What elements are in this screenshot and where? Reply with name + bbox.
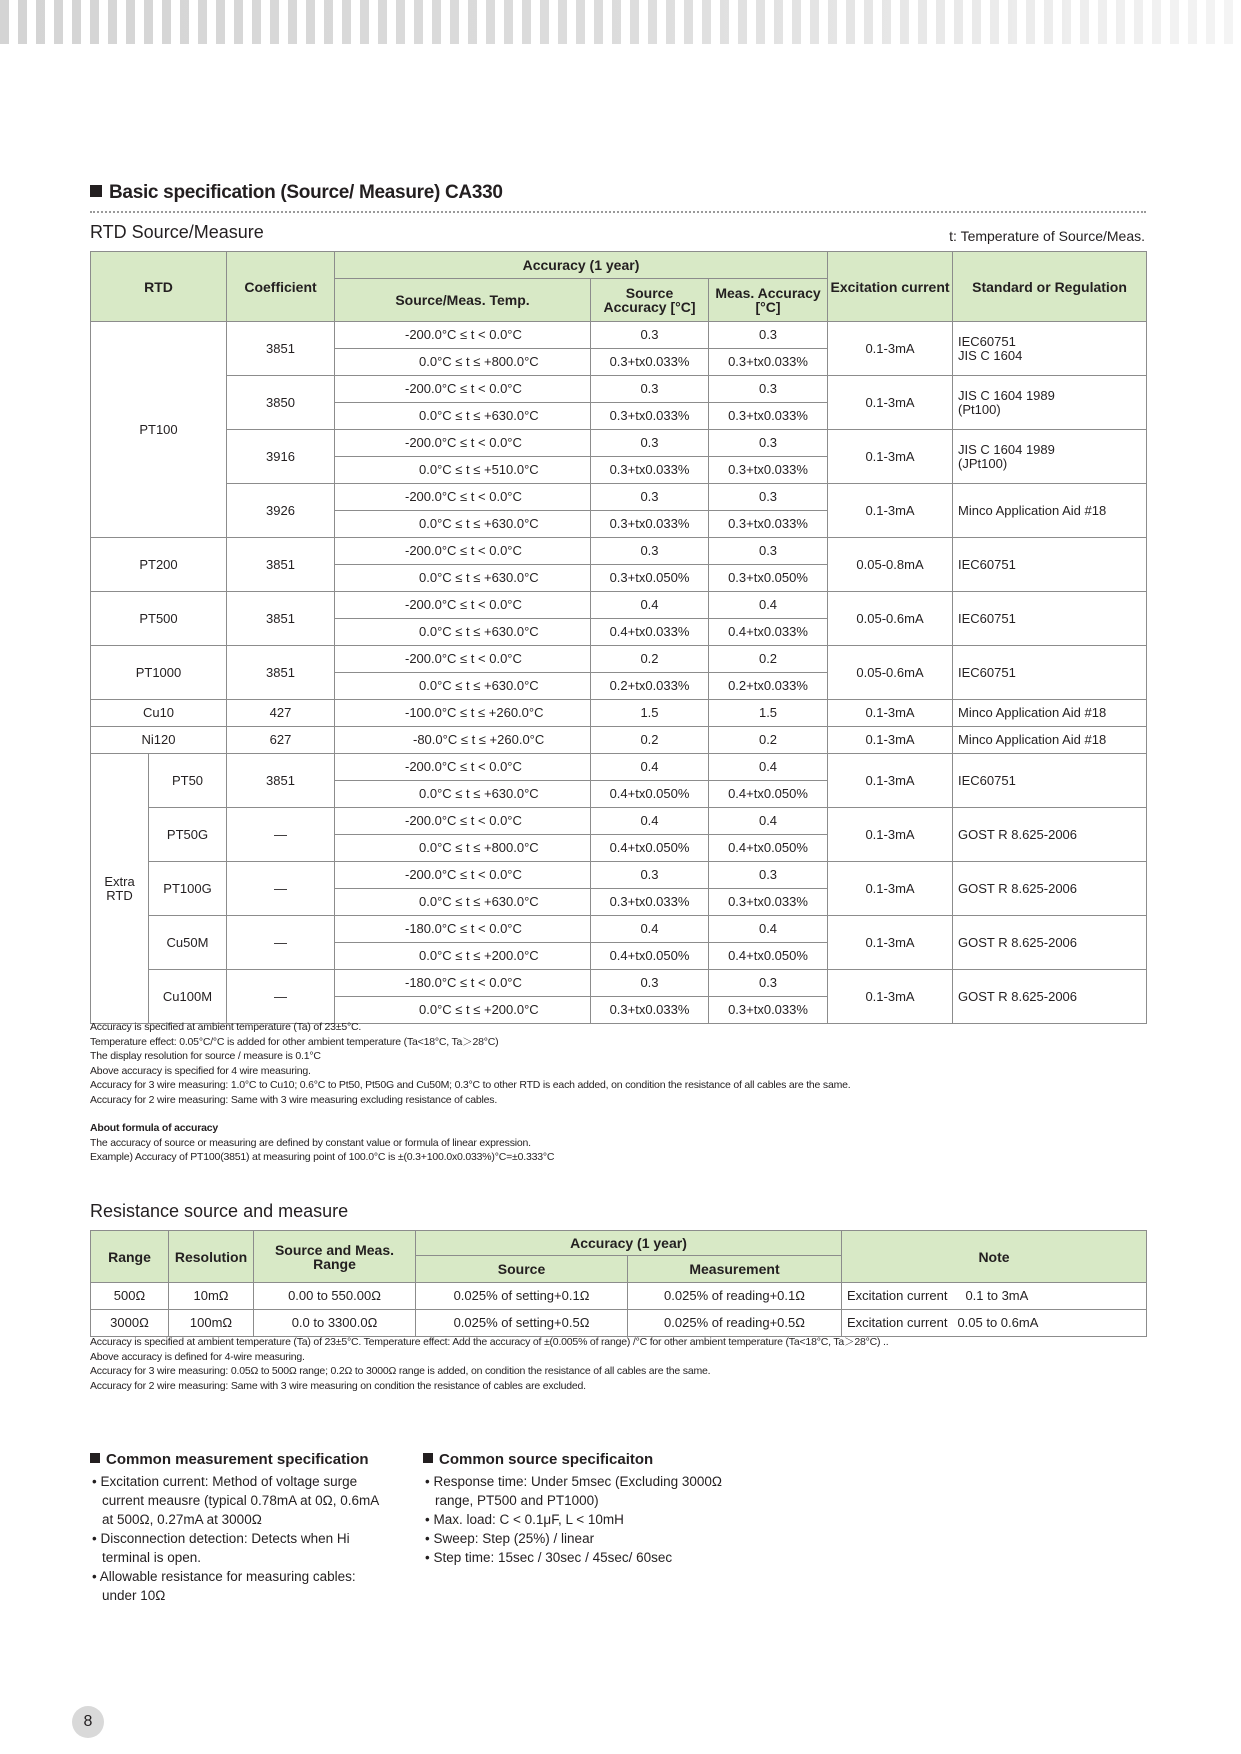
rtd-name-cell: Ni120 bbox=[91, 727, 227, 754]
table-row bbox=[91, 484, 1147, 511]
standard-cell bbox=[953, 484, 1147, 538]
resistance-title: Resistance source and measure bbox=[90, 1201, 349, 1221]
header-note: Note bbox=[842, 1231, 1147, 1283]
source-accuracy-cell: 0.4+tx0.050% bbox=[591, 835, 709, 862]
standard-cell bbox=[953, 862, 1147, 916]
meas-accuracy-cell: 0.4 bbox=[709, 916, 828, 943]
header-resolution: Resolution bbox=[169, 1231, 254, 1283]
standard-line: IEC60751 bbox=[958, 610, 1016, 626]
coefficient-cell: — bbox=[227, 916, 335, 970]
rtd-name-cell: Cu50M bbox=[149, 916, 227, 970]
standard-line: Minco Application Aid #18 bbox=[958, 732, 1107, 747]
source-accuracy-cell: 0.3 bbox=[591, 862, 709, 889]
source-accuracy-cell: 0.3+tx0.033% bbox=[591, 403, 709, 430]
list-item: • Excitation current: Method of voltage surge current meausre (typical 0.78mA at 0Ω, 0.6mA at 500Ω, 0.27mA at 3000Ω bbox=[92, 1474, 379, 1527]
table-row bbox=[91, 1310, 1147, 1337]
header-res-accuracy: Accuracy (1 year) bbox=[416, 1231, 842, 1256]
rtd-notes bbox=[90, 1020, 851, 1107]
source-accuracy-cell: 0.025% of setting+0.1Ω bbox=[416, 1283, 628, 1310]
temp-range-cell: -100.0°C ≤ t ≤ +260.0°C bbox=[335, 700, 591, 727]
meas-accuracy-cell: 0.3 bbox=[709, 376, 828, 403]
temp-range-cell: -200.0°C ≤ t < 0.0°C bbox=[335, 646, 591, 673]
source-range-cell: 0.00 to 550.00Ω bbox=[254, 1283, 416, 1310]
rtd-name-cell: PT100G bbox=[149, 862, 227, 916]
list-item: • Sweep: Step (25%) / linear bbox=[425, 1531, 595, 1546]
rtd-note: Above accuracy is specified for 4 wire measuring. bbox=[90, 1064, 311, 1077]
meas-accuracy-cell: 0.3+tx0.033% bbox=[709, 997, 828, 1024]
standard-cell bbox=[953, 700, 1147, 727]
temp-range-cell: 0.0°C ≤ t ≤ +630.0°C bbox=[335, 781, 591, 808]
rtd-name-cell: PT100 bbox=[91, 322, 227, 538]
source-accuracy-cell: 0.4 bbox=[591, 754, 709, 781]
temp-range-cell: 0.0°C ≤ t ≤ +510.0°C bbox=[335, 457, 591, 484]
standard-line: IEC60751 bbox=[958, 333, 1016, 349]
temp-range-cell: 0.0°C ≤ t ≤ +630.0°C bbox=[335, 565, 591, 592]
table-row bbox=[91, 592, 1147, 619]
temp-range-cell: 0.0°C ≤ t ≤ +630.0°C bbox=[335, 403, 591, 430]
temp-range-cell: -200.0°C ≤ t < 0.0°C bbox=[335, 808, 591, 835]
meas-accuracy-cell: 0.3+tx0.033% bbox=[709, 403, 828, 430]
source-accuracy-cell: 0.4 bbox=[591, 808, 709, 835]
meas-accuracy-cell: 0.4+tx0.050% bbox=[709, 835, 828, 862]
coefficient-cell: 3851 bbox=[227, 322, 335, 376]
rtd-name-cell: Cu100M bbox=[149, 970, 227, 1024]
header-temp: Source/Meas. Temp. bbox=[335, 279, 591, 322]
coefficient-cell: 427 bbox=[227, 700, 335, 727]
source-accuracy-cell: 0.3+tx0.033% bbox=[591, 457, 709, 484]
formula-note: The accuracy of source or measuring are defined by constant value or formula of linear expression. bbox=[90, 1136, 531, 1149]
square-bullet-icon bbox=[90, 1453, 100, 1463]
header-stripes bbox=[0, 0, 1241, 44]
standard-cell bbox=[953, 592, 1147, 646]
excitation-cell: 0.1-3mA bbox=[828, 430, 953, 484]
table-row bbox=[91, 808, 1147, 835]
coefficient-cell: 3916 bbox=[227, 430, 335, 484]
excitation-cell: 0.05-0.6mA bbox=[828, 646, 953, 700]
temp-range-cell: -180.0°C ≤ t < 0.0°C bbox=[335, 970, 591, 997]
temp-range-cell: 0.0°C ≤ t ≤ +800.0°C bbox=[335, 349, 591, 376]
header-standard: Standard or Regulation bbox=[953, 252, 1147, 322]
temp-range-cell: -200.0°C ≤ t < 0.0°C bbox=[335, 538, 591, 565]
resistance-spec-table bbox=[90, 1230, 1147, 1337]
meas-accuracy-cell: 0.2 bbox=[709, 646, 828, 673]
excitation-cell: 0.1-3mA bbox=[828, 727, 953, 754]
standard-cell bbox=[953, 970, 1147, 1024]
note-cell: Excitation current 0.05 to 0.6mA bbox=[842, 1310, 1147, 1337]
source-accuracy-cell: 0.3 bbox=[591, 970, 709, 997]
meas-accuracy-cell: 0.3+tx0.033% bbox=[709, 457, 828, 484]
coefficient-cell: 3926 bbox=[227, 484, 335, 538]
temp-range-cell: -200.0°C ≤ t < 0.0°C bbox=[335, 754, 591, 781]
rtd-spec-table bbox=[90, 251, 1147, 1024]
meas-accuracy-cell: 0.3 bbox=[709, 970, 828, 997]
temp-range-cell: 0.0°C ≤ t ≤ +630.0°C bbox=[335, 889, 591, 916]
rtd-name-cell: PT50 bbox=[149, 754, 227, 808]
header-rtd: RTD bbox=[91, 252, 227, 322]
list-item: • Response time: Under 5msec (Excluding 3000Ω range, PT500 and PT1000) bbox=[425, 1474, 722, 1508]
extra-rtd-label: Extra RTD bbox=[91, 754, 149, 1024]
resolution-cell: 10mΩ bbox=[169, 1283, 254, 1310]
temp-range-cell: 0.0°C ≤ t ≤ +200.0°C bbox=[335, 997, 591, 1024]
list-item: • Disconnection detection: Detects when Hi terminal is open. bbox=[92, 1531, 350, 1565]
source-accuracy-cell: 0.3+tx0.033% bbox=[591, 349, 709, 376]
excitation-cell: 0.1-3mA bbox=[828, 916, 953, 970]
resistance-note: Accuracy is specified at ambient temperature (Ta) of 23±5°C. Temperature effect: Add the accuracy of ±(0.005% of range) /°C for other ambient temperature (Ta<18°C, Ta＞28°C) .. bbox=[90, 1336, 889, 1348]
standard-line: IEC60751 bbox=[958, 772, 1016, 788]
rtd-note: The display resolution for source / measure is 0.1°C bbox=[90, 1050, 321, 1062]
table-row bbox=[91, 727, 1147, 754]
excitation-cell: 0.1-3mA bbox=[828, 970, 953, 1024]
rtd-name-cell: PT200 bbox=[91, 538, 227, 592]
meas-accuracy-cell: 0.4+tx0.050% bbox=[709, 943, 828, 970]
meas-accuracy-cell: 0.3 bbox=[709, 430, 828, 457]
source-accuracy-cell: 0.025% of setting+0.5Ω bbox=[416, 1310, 628, 1337]
standard-cell bbox=[953, 430, 1147, 484]
source-accuracy-cell: 0.3 bbox=[591, 322, 709, 349]
source-accuracy-cell: 0.3+tx0.050% bbox=[591, 565, 709, 592]
common-measurement-spec bbox=[90, 1450, 390, 1605]
source-accuracy-cell: 0.4+tx0.033% bbox=[591, 619, 709, 646]
header-measurement: Measurement bbox=[628, 1256, 842, 1283]
excitation-cell: 0.1-3mA bbox=[828, 754, 953, 808]
source-range-cell: 0.0 to 3300.0Ω bbox=[254, 1310, 416, 1337]
meas-accuracy-cell: 0.3+tx0.033% bbox=[709, 349, 828, 376]
table-row bbox=[91, 700, 1147, 727]
standard-line: GOST R 8.625-2006 bbox=[958, 988, 1078, 1004]
table-row bbox=[91, 376, 1147, 403]
common-source-spec bbox=[423, 1450, 743, 1567]
square-bullet-icon bbox=[423, 1453, 433, 1463]
list-item: • Step time: 15sec / 30sec / 45sec/ 60sec bbox=[425, 1550, 673, 1565]
meas-accuracy-cell: 0.3+tx0.033% bbox=[709, 511, 828, 538]
source-accuracy-cell: 0.3+tx0.033% bbox=[591, 889, 709, 916]
excitation-cell: 0.05-0.6mA bbox=[828, 592, 953, 646]
rtd-name-cell: Cu10 bbox=[91, 700, 227, 727]
excitation-cell: 0.1-3mA bbox=[828, 484, 953, 538]
standard-cell bbox=[953, 646, 1147, 700]
rtd-note: Temperature effect: 0.05°C/°C is added for other ambient temperature (Ta<18°C, Ta＞28°C) bbox=[90, 1035, 499, 1048]
standard-line: JIS C 1604 1989 bbox=[958, 441, 1055, 457]
standard-line: Minco Application Aid #18 bbox=[958, 705, 1107, 720]
table-row bbox=[91, 1283, 1147, 1310]
coefficient-cell: 627 bbox=[227, 727, 335, 754]
temp-range-cell: 0.0°C ≤ t ≤ +800.0°C bbox=[335, 835, 591, 862]
standard-cell bbox=[953, 754, 1147, 808]
excitation-cell: 0.1-3mA bbox=[828, 862, 953, 916]
rtd-note: Accuracy for 2 wire measuring: Same with 3 wire measuring excluding resistance of cables. bbox=[90, 1093, 498, 1106]
header-range: Range bbox=[91, 1231, 169, 1283]
standard-line: Minco Application Aid #18 bbox=[958, 502, 1107, 518]
standard-line: JIS C 1604 1989 bbox=[958, 387, 1055, 403]
standard-line: GOST R 8.625-2006 bbox=[958, 826, 1078, 842]
table-row bbox=[91, 970, 1147, 997]
temp-range-cell: -180.0°C ≤ t < 0.0°C bbox=[335, 916, 591, 943]
coefficient-cell: — bbox=[227, 808, 335, 862]
square-bullet-icon bbox=[90, 185, 102, 197]
standard-line: (JPt100) bbox=[958, 455, 1008, 471]
measurement-accuracy-cell: 0.025% of reading+0.1Ω bbox=[628, 1283, 842, 1310]
formula-note: Example) Accuracy of PT100(3851) at measuring point of 100.0°C is ±(0.3+100.0x0.033%)°C=±0.333°C bbox=[90, 1151, 555, 1163]
table-row bbox=[91, 430, 1147, 457]
standard-line: JIS C 1604 bbox=[958, 347, 1023, 363]
rtd-name-cell: PT500 bbox=[91, 592, 227, 646]
resistance-note: Accuracy for 3 wire measuring: 0.05Ω to 500Ω range; 0.2Ω to 3000Ω range is added, on condition the resistance of all cables are the same. bbox=[90, 1365, 711, 1377]
standard-line: GOST R 8.625-2006 bbox=[958, 934, 1078, 950]
temp-range-cell: 0.0°C ≤ t ≤ +630.0°C bbox=[335, 511, 591, 538]
range-cell: 500Ω bbox=[91, 1283, 169, 1310]
list-item: • Max. load: C < 0.1μF, L < 10mH bbox=[425, 1512, 624, 1527]
resistance-notes bbox=[90, 1335, 888, 1393]
standard-line: GOST R 8.625-2006 bbox=[958, 880, 1078, 896]
header-coefficient: Coefficient bbox=[227, 252, 335, 322]
temp-range-cell: 0.0°C ≤ t ≤ +630.0°C bbox=[335, 619, 591, 646]
header-meas-accuracy: Meas. Accuracy [°C] bbox=[709, 279, 828, 322]
standard-line: IEC60751 bbox=[958, 664, 1016, 680]
source-accuracy-cell: 0.4+tx0.050% bbox=[591, 781, 709, 808]
source-accuracy-cell: 0.2 bbox=[591, 646, 709, 673]
dotted-divider bbox=[90, 211, 1146, 213]
source-accuracy-cell: 0.4 bbox=[591, 916, 709, 943]
rtd-temperature-note: t: Temperature of Source/Meas. bbox=[949, 228, 1145, 244]
measurement-accuracy-cell: 0.025% of reading+0.5Ω bbox=[628, 1310, 842, 1337]
meas-accuracy-cell: 0.4 bbox=[709, 592, 828, 619]
meas-accuracy-cell: 0.4 bbox=[709, 754, 828, 781]
table-row bbox=[91, 322, 1147, 349]
table-row bbox=[91, 916, 1147, 943]
list-item: • Allowable resistance for measuring cables: under 10Ω bbox=[92, 1569, 356, 1603]
formula-title: About formula of accuracy bbox=[90, 1122, 219, 1134]
rtd-note: Accuracy for 3 wire measuring: 1.0°C to Cu10; 0.6°C to Pt50, Pt50G and Cu50M; 0.3°C to other RTD is each added, on condition the resistance of all cables are the same. bbox=[90, 1079, 851, 1091]
common-source-title: Common source specificaiton bbox=[423, 1450, 743, 1469]
source-accuracy-cell: 0.3 bbox=[591, 430, 709, 457]
temp-range-cell: -200.0°C ≤ t < 0.0°C bbox=[335, 862, 591, 889]
meas-accuracy-cell: 0.3 bbox=[709, 862, 828, 889]
table-row bbox=[91, 646, 1147, 673]
excitation-cell: 0.1-3mA bbox=[828, 808, 953, 862]
standard-cell bbox=[953, 916, 1147, 970]
coefficient-cell: 3851 bbox=[227, 754, 335, 808]
standard-cell bbox=[953, 322, 1147, 376]
resolution-cell: 100mΩ bbox=[169, 1310, 254, 1337]
standard-line: IEC60751 bbox=[958, 556, 1016, 572]
source-accuracy-cell: 0.3 bbox=[591, 538, 709, 565]
coefficient-cell: 3851 bbox=[227, 646, 335, 700]
formula-notes bbox=[90, 1121, 554, 1165]
meas-accuracy-cell: 0.3+tx0.033% bbox=[709, 889, 828, 916]
rtd-name-cell: PT50G bbox=[149, 808, 227, 862]
standard-line: (Pt100) bbox=[958, 401, 1001, 417]
meas-accuracy-cell: 0.3 bbox=[709, 484, 828, 511]
note-cell: Excitation current 0.1 to 3mA bbox=[842, 1283, 1147, 1310]
temp-range-cell: -200.0°C ≤ t < 0.0°C bbox=[335, 376, 591, 403]
source-accuracy-cell: 1.5 bbox=[591, 700, 709, 727]
header-source-range: Source and Meas. Range bbox=[254, 1231, 416, 1283]
temp-range-cell: -200.0°C ≤ t < 0.0°C bbox=[335, 322, 591, 349]
coefficient-cell: — bbox=[227, 970, 335, 1024]
table-row bbox=[91, 538, 1147, 565]
excitation-cell: 0.05-0.8mA bbox=[828, 538, 953, 592]
header-accuracy: Accuracy (1 year) bbox=[335, 252, 828, 279]
meas-accuracy-cell: 0.3 bbox=[709, 322, 828, 349]
meas-accuracy-cell: 1.5 bbox=[709, 700, 828, 727]
source-accuracy-cell: 0.2+tx0.033% bbox=[591, 673, 709, 700]
meas-accuracy-cell: 0.4 bbox=[709, 808, 828, 835]
temp-range-cell: -200.0°C ≤ t < 0.0°C bbox=[335, 484, 591, 511]
meas-accuracy-cell: 0.3 bbox=[709, 538, 828, 565]
meas-accuracy-cell: 0.2+tx0.033% bbox=[709, 673, 828, 700]
source-accuracy-cell: 0.3+tx0.033% bbox=[591, 997, 709, 1024]
meas-accuracy-cell: 0.4+tx0.050% bbox=[709, 781, 828, 808]
section-title: Basic specification (Source/ Measure) CA330 bbox=[90, 182, 503, 204]
range-cell: 3000Ω bbox=[91, 1310, 169, 1337]
rtd-name-cell: PT1000 bbox=[91, 646, 227, 700]
temp-range-cell: -80.0°C ≤ t ≤ +260.0°C bbox=[335, 727, 591, 754]
coefficient-cell: 3850 bbox=[227, 376, 335, 430]
standard-cell bbox=[953, 538, 1147, 592]
header-source: Source bbox=[416, 1256, 628, 1283]
temp-range-cell: 0.0°C ≤ t ≤ +630.0°C bbox=[335, 673, 591, 700]
meas-accuracy-cell: 0.2 bbox=[709, 727, 828, 754]
rtd-title: RTD Source/Measure bbox=[90, 222, 264, 242]
rtd-note: Accuracy is specified at ambient temperature (Ta) of 23±5°C. bbox=[90, 1021, 362, 1033]
resistance-note: Above accuracy is defined for 4-wire measuring. bbox=[90, 1350, 305, 1363]
source-accuracy-cell: 0.3+tx0.033% bbox=[591, 511, 709, 538]
meas-accuracy-cell: 0.3+tx0.050% bbox=[709, 565, 828, 592]
table-row bbox=[91, 862, 1147, 889]
excitation-cell: 0.1-3mA bbox=[828, 700, 953, 727]
page-number: 8 bbox=[72, 1706, 104, 1738]
common-measurement-title: Common measurement specification bbox=[90, 1450, 390, 1469]
meas-accuracy-cell: 0.4+tx0.033% bbox=[709, 619, 828, 646]
standard-cell bbox=[953, 808, 1147, 862]
source-accuracy-cell: 0.2 bbox=[591, 727, 709, 754]
excitation-cell: 0.1-3mA bbox=[828, 322, 953, 376]
resistance-note: Accuracy for 2 wire measuring: Same with 3 wire measuring on condition the resistance of cables are excluded. bbox=[90, 1379, 586, 1392]
source-accuracy-cell: 0.4+tx0.050% bbox=[591, 943, 709, 970]
temp-range-cell: -200.0°C ≤ t < 0.0°C bbox=[335, 592, 591, 619]
coefficient-cell: 3851 bbox=[227, 538, 335, 592]
standard-cell bbox=[953, 376, 1147, 430]
temp-range-cell: -200.0°C ≤ t < 0.0°C bbox=[335, 430, 591, 457]
source-accuracy-cell: 0.3 bbox=[591, 484, 709, 511]
excitation-cell: 0.1-3mA bbox=[828, 376, 953, 430]
header-excitation: Excitation current bbox=[828, 252, 953, 322]
coefficient-cell: 3851 bbox=[227, 592, 335, 646]
source-accuracy-cell: 0.4 bbox=[591, 592, 709, 619]
table-row bbox=[91, 754, 1147, 781]
standard-cell bbox=[953, 727, 1147, 754]
coefficient-cell: — bbox=[227, 862, 335, 916]
temp-range-cell: 0.0°C ≤ t ≤ +200.0°C bbox=[335, 943, 591, 970]
header-source-accuracy: Source Accuracy [°C] bbox=[591, 279, 709, 322]
source-accuracy-cell: 0.3 bbox=[591, 376, 709, 403]
